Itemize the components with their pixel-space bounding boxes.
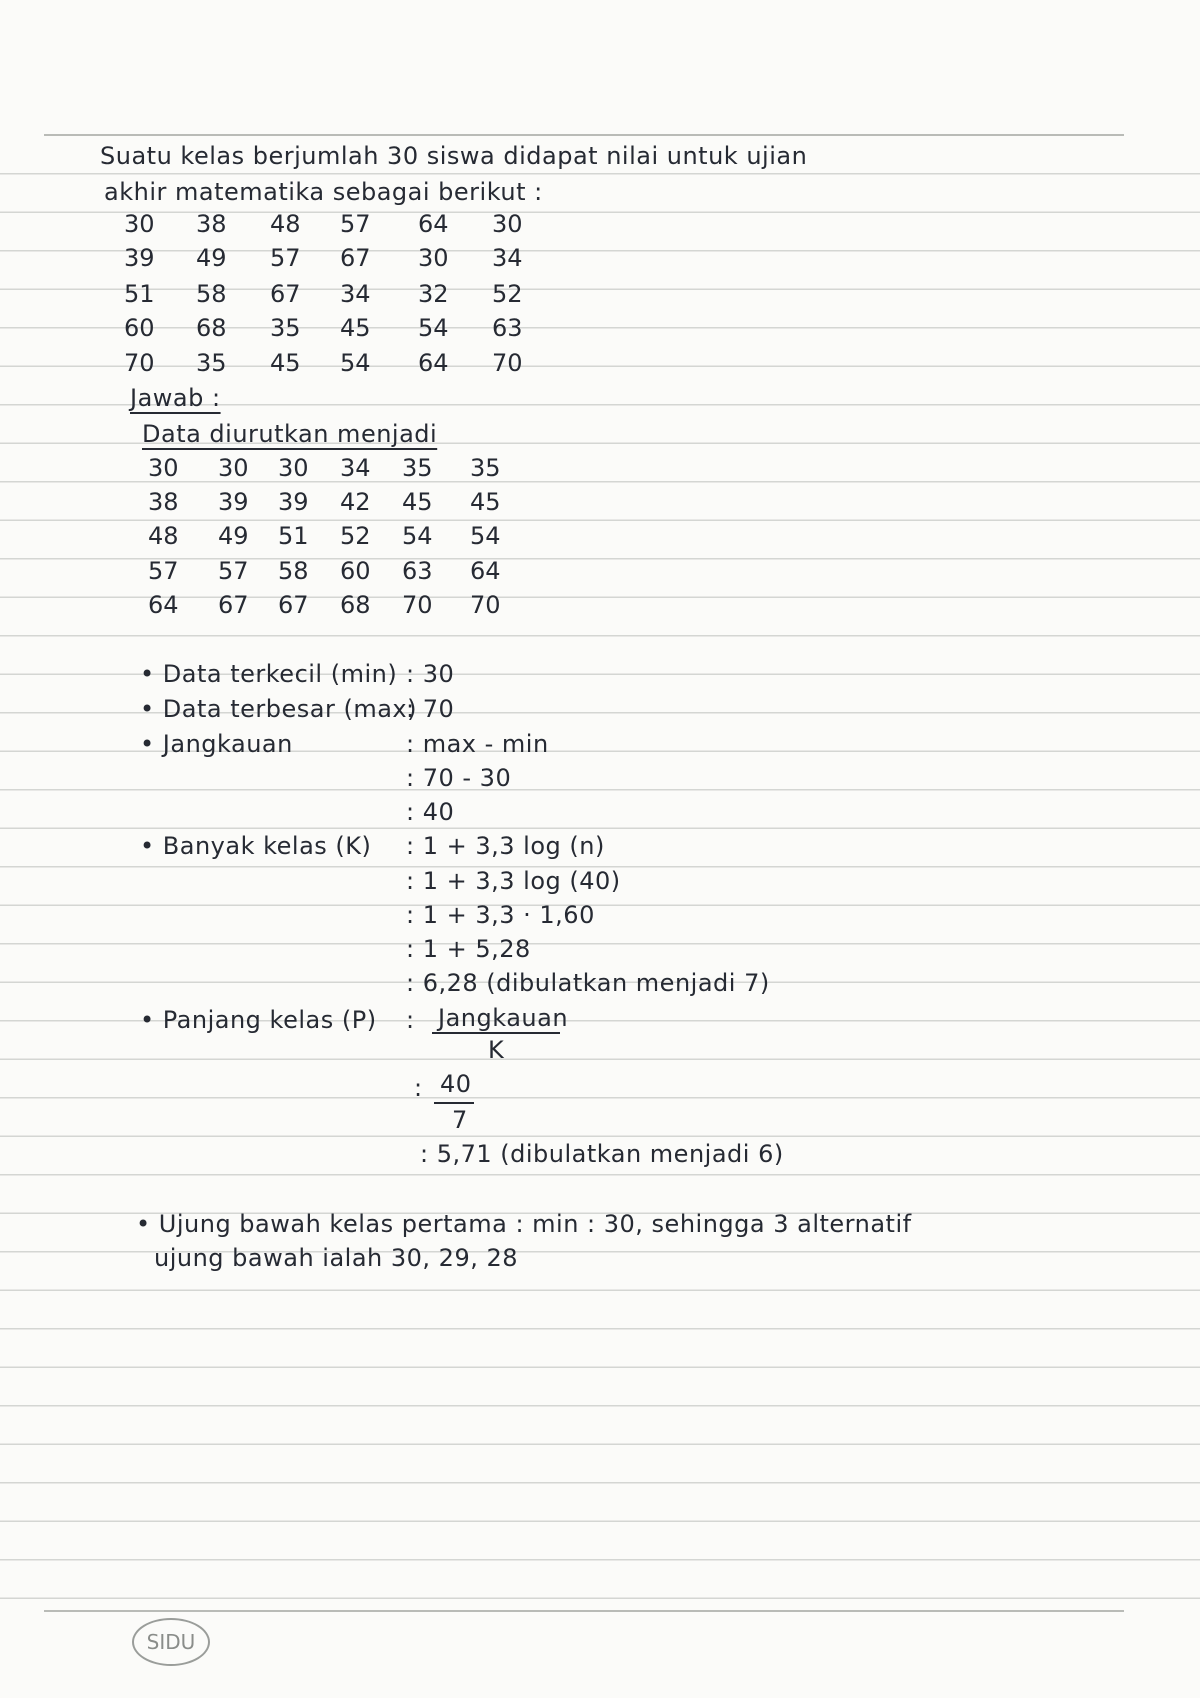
classes-step-1: : 1 + 3,3 log (n): [406, 832, 605, 860]
sorted-data-cell: 35: [470, 454, 501, 482]
fraction-bar-2: [434, 1102, 474, 1104]
length-colon: :: [406, 1006, 415, 1034]
problem-data-cell: 67: [340, 244, 371, 272]
sidu-logo: SIDU: [132, 1618, 210, 1666]
min-value: : 30: [406, 660, 455, 688]
problem-data-cell: 34: [340, 280, 371, 308]
problem-data-cell: 45: [340, 314, 371, 342]
length-fraction-1-denominator: K: [488, 1036, 505, 1064]
problem-data-cell: 67: [270, 280, 301, 308]
sorted-data-cell: 30: [148, 454, 179, 482]
problem-data-cell: 57: [340, 210, 371, 238]
problem-data-cell: 35: [270, 314, 301, 342]
sorted-label: Data diurutkan menjadi: [142, 420, 438, 448]
range-step-1: : max - min: [406, 730, 549, 758]
classes-step-2: : 1 + 3,3 log (40): [406, 867, 621, 895]
sorted-data-cell: 64: [148, 591, 179, 619]
sorted-data-cell: 67: [278, 591, 309, 619]
problem-line-2: akhir matematika sebagai berikut :: [104, 178, 543, 206]
sorted-data-cell: 54: [470, 522, 501, 550]
max-label: • Data terbesar (max): [140, 695, 417, 723]
problem-data-cell: 49: [196, 244, 227, 272]
bottom-rule: [44, 1610, 1124, 1612]
range-step-3: : 40: [406, 798, 455, 826]
classes-step-5: : 6,28 (dibulatkan menjadi 7): [406, 969, 770, 997]
sorted-data-cell: 39: [278, 488, 309, 516]
sorted-data-cell: 45: [402, 488, 433, 516]
problem-data-cell: 60: [124, 314, 155, 342]
max-value: : 70: [406, 695, 455, 723]
sorted-data-cell: 54: [402, 522, 433, 550]
sorted-data-cell: 30: [278, 454, 309, 482]
sorted-data-cell: 64: [470, 557, 501, 585]
problem-data-cell: 70: [124, 349, 155, 377]
length-label: • Panjang kelas (P): [140, 1006, 377, 1034]
problem-data-cell: 54: [340, 349, 371, 377]
problem-data-cell: 52: [492, 280, 523, 308]
length-result: : 5,71 (dibulatkan menjadi 6): [420, 1140, 784, 1168]
length-fraction-2-numerator: 40: [440, 1070, 472, 1098]
problem-data-cell: 64: [418, 210, 449, 238]
problem-data-cell: 48: [270, 210, 301, 238]
top-rule: [44, 134, 1124, 136]
problem-data-cell: 38: [196, 210, 227, 238]
problem-data-cell: 57: [270, 244, 301, 272]
problem-data-cell: 30: [124, 210, 155, 238]
sorted-data-cell: 51: [278, 522, 309, 550]
problem-line-1: Suatu kelas berjumlah 30 siswa didapat nilai untuk ujian: [100, 142, 808, 170]
problem-data-cell: 51: [124, 280, 155, 308]
sorted-data-cell: 48: [148, 522, 179, 550]
problem-data-cell: 32: [418, 280, 449, 308]
sorted-data-cell: 35: [402, 454, 433, 482]
problem-data-cell: 63: [492, 314, 523, 342]
answer-heading: Jawab :: [130, 384, 221, 412]
sorted-data-cell: 57: [218, 557, 249, 585]
problem-data-cell: 54: [418, 314, 449, 342]
problem-data-cell: 30: [492, 210, 523, 238]
length-fraction-2-prefix: :: [414, 1074, 423, 1102]
sorted-data-cell: 67: [218, 591, 249, 619]
sorted-data-cell: 30: [218, 454, 249, 482]
problem-data-cell: 68: [196, 314, 227, 342]
lower-bound-line-1: • Ujung bawah kelas pertama : min : 30, sehingga 3 alternatif: [136, 1210, 912, 1238]
problem-data-cell: 64: [418, 349, 449, 377]
classes-step-4: : 1 + 5,28: [406, 935, 531, 963]
problem-data-cell: 70: [492, 349, 523, 377]
problem-data-cell: 34: [492, 244, 523, 272]
sorted-data-cell: 52: [340, 522, 371, 550]
sorted-data-cell: 70: [402, 591, 433, 619]
length-fraction-2-denominator: 7: [452, 1106, 468, 1134]
problem-data-cell: 58: [196, 280, 227, 308]
sorted-data-cell: 57: [148, 557, 179, 585]
range-label: • Jangkauan: [140, 730, 293, 758]
problem-data-cell: 30: [418, 244, 449, 272]
sorted-data-cell: 68: [340, 591, 371, 619]
sorted-data-cell: 70: [470, 591, 501, 619]
lower-bound-line-2: ujung bawah ialah 30, 29, 28: [154, 1244, 519, 1272]
sorted-data-cell: 38: [148, 488, 179, 516]
min-label: • Data terkecil (min): [140, 660, 398, 688]
sorted-data-cell: 45: [470, 488, 501, 516]
length-fraction-1-numerator: Jangkauan: [438, 1004, 569, 1032]
sorted-data-cell: 58: [278, 557, 309, 585]
classes-label: • Banyak kelas (K): [140, 832, 372, 860]
classes-step-3: : 1 + 3,3 · 1,60: [406, 901, 595, 929]
problem-data-cell: 39: [124, 244, 155, 272]
sorted-data-cell: 49: [218, 522, 249, 550]
fraction-bar-1: [432, 1032, 560, 1034]
sorted-data-cell: 63: [402, 557, 433, 585]
problem-data-cell: 45: [270, 349, 301, 377]
sorted-data-cell: 42: [340, 488, 371, 516]
sorted-data-cell: 39: [218, 488, 249, 516]
sorted-data-cell: 60: [340, 557, 371, 585]
range-step-2: : 70 - 30: [406, 764, 512, 792]
problem-data-cell: 35: [196, 349, 227, 377]
sorted-data-cell: 34: [340, 454, 371, 482]
